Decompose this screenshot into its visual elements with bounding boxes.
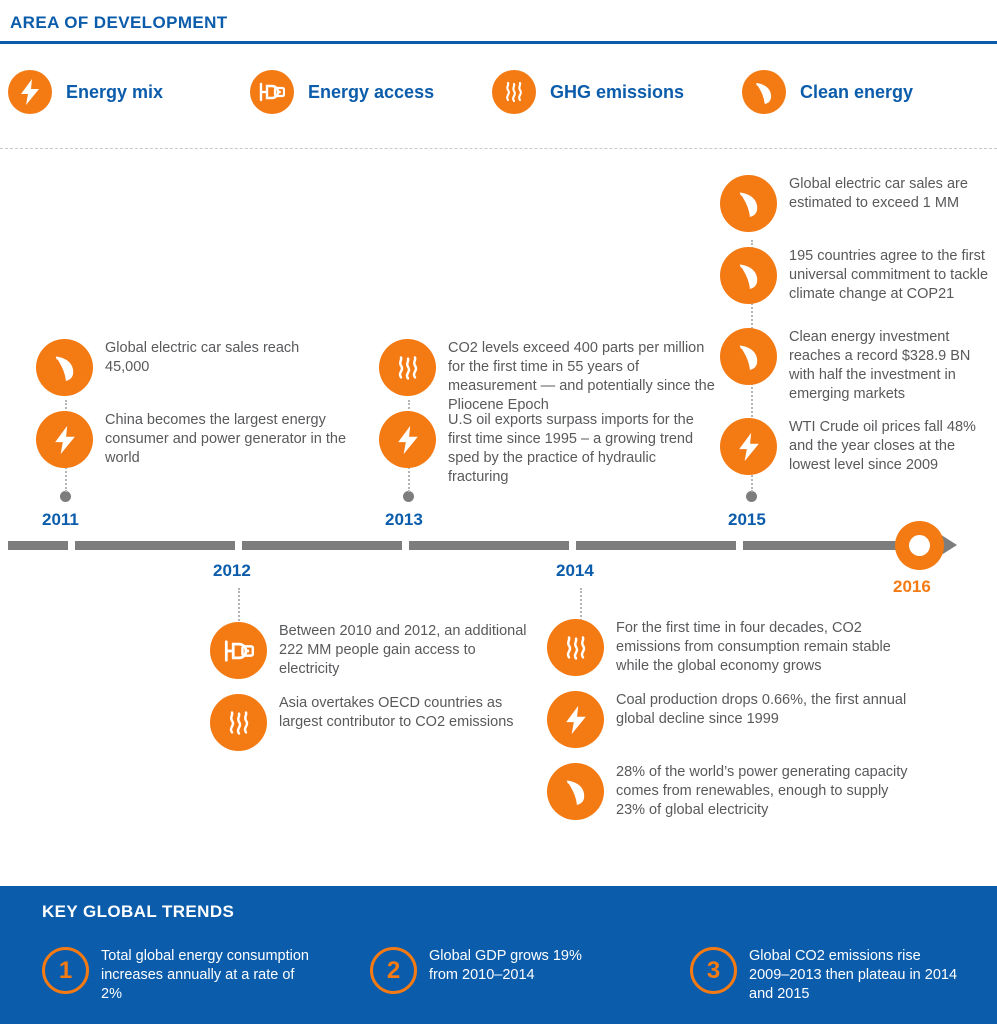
event-2015-clean-energy-investment[interactable] [720,328,990,404]
year-label-2016: 2016 [893,577,931,596]
event-text: Global electric car sales reach 45,000 [105,340,300,375]
trend-text: Total global energy consumption increases annually at a rate of 2% [101,948,309,1002]
ghg-emissions-icon [547,619,604,676]
ghg-emissions-icon [210,694,267,751]
event-2011-electric-car-sales[interactable] [36,339,336,396]
legend-label: GHG emissions [550,81,685,102]
footer-title: KEY GLOBAL TRENDS [42,902,235,921]
clean-energy-icon [720,247,777,304]
event-text: U.S oil exports surpass imports for the first time since 1995 – a growing trend sped by the practice of hydraulic fracturing [448,412,694,485]
axis-segment [75,541,235,550]
event-text: Asia overtakes OECD countries as largest contributor to CO2 emissions [279,695,514,730]
event-text: WTI Crude oil prices fall 48% and the year closes at the lowest level since 2009 [789,419,976,473]
trend-number: 1 [42,947,89,994]
event-text: China becomes the largest energy consumer and power generator in the world [105,412,347,466]
energy-mix-icon [547,691,604,748]
energy-access-icon [210,622,267,679]
trend-text: Global GDP grows 19% from 2010–2014 [429,948,582,983]
trend-number: 3 [690,947,737,994]
year-label-2015: 2015 [728,510,766,529]
legend-label: Energy access [308,81,435,102]
event-2012-asia-overtakes-oecd[interactable] [210,694,530,751]
event-text: 28% of the world’s power generating capacity comes from renewables, enough to supply 23% of global electricity [616,764,908,818]
page-title: AREA OF DEVELOPMENT [10,13,228,32]
clean-energy-icon [36,339,93,396]
axis-segment [409,541,569,550]
timeline-marker-2016[interactable] [895,521,944,570]
tick-dot [403,491,414,502]
trend-text: Global CO2 emissions rise 2009–2013 then plateau in 2014 and 2015 [749,948,958,1002]
event-text: Between 2010 and 2012, an additional 222 MM people gain access to electricity [279,623,527,677]
event-2015-wti-crude-prices[interactable] [720,418,995,475]
event-2014-coal-production[interactable] [547,691,907,748]
event-text: Coal production drops 0.66%, the first annual global decline since 1999 [616,692,907,727]
event-2012-electricity-access[interactable] [210,622,530,679]
key-global-trends-panel [0,886,997,1024]
event-2014-renewables-capacity[interactable] [547,763,917,820]
clean-energy-icon [720,175,777,232]
trend-item-2[interactable] [370,947,610,994]
trend-number: 2 [370,947,417,994]
clean-energy-icon [547,763,604,820]
year-label-2014: 2014 [556,561,594,580]
tick-dot [746,491,757,502]
event-2015-electric-car-sales[interactable] [720,175,990,232]
event-text: Clean energy investment reaches a record $328.9 BN with half the investment in emerging markets [789,329,971,402]
tick-dot [60,491,71,502]
axis-segment [576,541,736,550]
axis-segment [8,541,68,550]
trend-item-1[interactable] [42,947,312,1004]
ghg-emissions-icon [379,339,436,396]
event-2011-china-largest-consumer[interactable] [36,411,356,468]
event-2013-co2-400ppm[interactable] [379,339,719,415]
event-text: For the first time in four decades, CO2 emissions from consumption remain stable while the global economy grows [616,620,891,674]
event-text: Global electric car sales are estimated to exceed 1 MM [789,176,968,211]
year-label-2011: 2011 [42,510,79,529]
event-text: CO2 levels exceed 400 parts per million for the first time in 55 years of measurement — and potentially since the Pliocene Epoch [448,340,715,413]
clean-energy-icon [720,328,777,385]
event-2014-co2-stable[interactable] [547,619,907,676]
energy-mix-icon [720,418,777,475]
axis-segment [242,541,402,550]
year-label-2012: 2012 [213,561,251,580]
trend-item-3[interactable] [690,947,960,1004]
energy-mix-icon [379,411,436,468]
year-label-2013: 2013 [385,510,423,529]
legend-label: Energy mix [66,81,164,102]
event-2015-cop21[interactable] [720,247,990,304]
event-text: 195 countries agree to the first universal commitment to tackle climate change at COP21 [789,248,989,302]
legend-label: Clean energy [800,81,914,102]
axis-segment [743,541,903,550]
energy-mix-icon [36,411,93,468]
event-2013-oil-exports[interactable] [379,411,719,487]
